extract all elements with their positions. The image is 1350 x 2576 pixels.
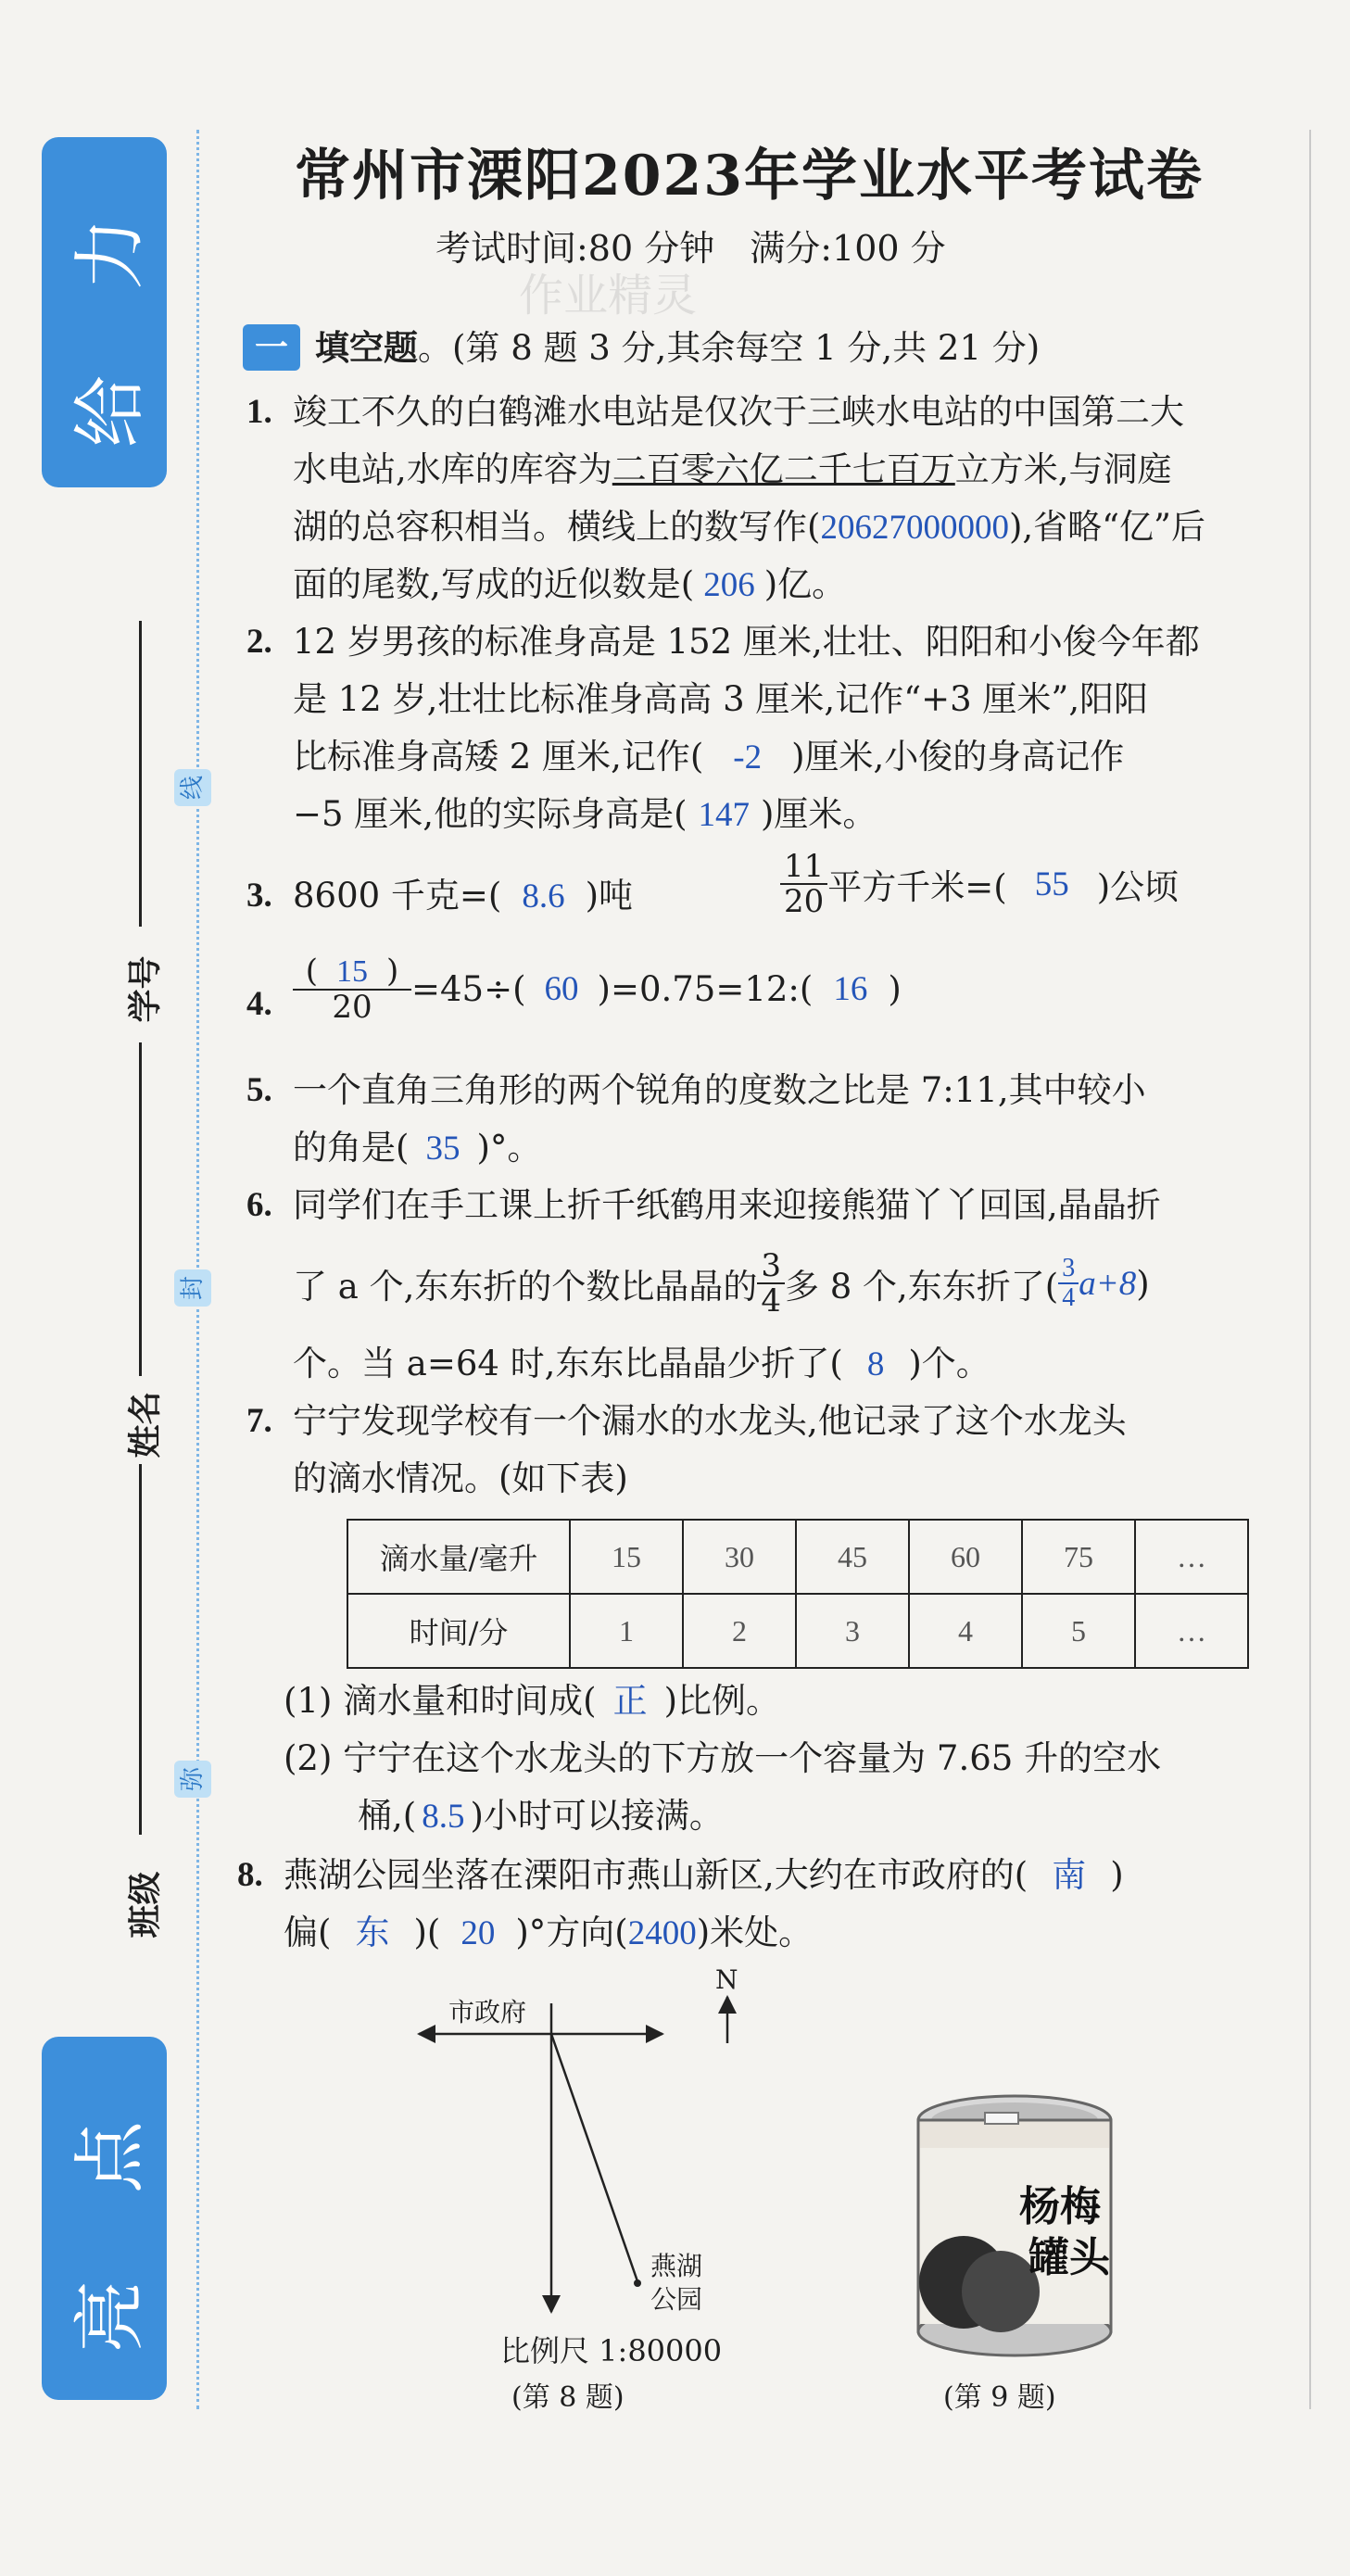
q8-line2 xyxy=(284,1914,813,1952)
page-subtitle: 考试时间:80 分钟 满分:100 分 xyxy=(435,228,946,269)
section-title: 填空题 xyxy=(315,328,418,368)
table-cell: 1 xyxy=(570,1594,683,1668)
table-cell: 2 xyxy=(683,1594,796,1668)
table-row xyxy=(347,1520,1248,1594)
table-cell: 15 xyxy=(570,1520,683,1594)
q6-line2 xyxy=(293,1249,1150,1318)
q1-underlined: 二百零六亿二千七百万 xyxy=(612,449,955,489)
q1-l4a: 面的尾数,写成的近似数是( xyxy=(293,564,695,604)
q2-line2: 是 12 岁,壮壮比标准身高高 3 厘米,记作“+3 厘米”,阳阳 xyxy=(293,679,1149,719)
name-line[interactable] xyxy=(139,1042,142,1376)
q7-s1b: )比例。 xyxy=(663,1681,781,1721)
q2-l4a: −5 厘米,他的实际身高是( xyxy=(293,794,688,834)
q7-s1a: (1) 滴水量和时间成( xyxy=(284,1681,597,1721)
fig8-gov-label: 市政府 xyxy=(448,1997,527,2027)
section-desc: 。(第 8 题 3 分,其余每空 1 分,共 21 分) xyxy=(418,328,1041,368)
marker-feng: 封 xyxy=(174,1269,211,1307)
q1-answer2[interactable]: 206 xyxy=(703,566,755,604)
q2-line4 xyxy=(293,796,877,834)
q6-l2a: 了 a 个,东东折的个数比晶晶的 xyxy=(293,1267,758,1307)
table-cell: 30 xyxy=(683,1520,796,1594)
q5-l2b: )°。 xyxy=(476,1128,542,1168)
q7-s2l2b: )小时可以接满。 xyxy=(470,1796,724,1836)
q2-line1: 12 岁男孩的标准身高是 152 厘米,壮壮、阳阳和小俊今年都 xyxy=(293,622,1200,662)
q3-fraction xyxy=(780,850,827,918)
fig8-scale: 比例尺 1:80000 xyxy=(500,2333,723,2368)
watermark: 作业精灵 xyxy=(519,270,698,322)
marker-mi: 弥 xyxy=(174,1761,211,1798)
table-cell: 4 xyxy=(909,1594,1022,1668)
q4-answer1[interactable]: 60 xyxy=(544,970,579,1008)
q4-frac-den: 20 xyxy=(332,989,372,1026)
q2-answer1[interactable]: -2 xyxy=(733,739,763,777)
fig8-park-label2: 公园 xyxy=(650,2284,703,2315)
table-cell: 45 xyxy=(796,1520,909,1594)
q8-answer1[interactable]: 南 xyxy=(1052,1857,1087,1895)
q1-l3b: ),省略“亿”后 xyxy=(1008,507,1205,547)
q7-sub1 xyxy=(284,1683,780,1721)
fig8-north-label: N xyxy=(715,1964,738,1995)
q6-frac-num: 3 xyxy=(757,1249,785,1284)
q6-l2b: 多 8 个,东东折了( xyxy=(784,1267,1059,1307)
q4-frac-top: ( 15 ) xyxy=(293,954,411,991)
q2-l3a: 比标准身高矮 2 厘米,记作( xyxy=(293,737,704,777)
q3-number: 3. xyxy=(246,877,272,915)
section-badge: 一 xyxy=(243,324,300,371)
table-cell: 75 xyxy=(1022,1520,1135,1594)
q6-l3a: 个。当 a=64 时,东东比晶晶少折了( xyxy=(293,1344,843,1383)
side-tab-top-char2: 给 xyxy=(69,375,153,448)
fig9-caption: (第 9 题) xyxy=(943,2381,1056,2414)
marker-xian: 线 xyxy=(174,769,211,806)
table-cell: 60 xyxy=(909,1520,1022,1594)
q3-answer1[interactable]: 8.6 xyxy=(522,878,565,915)
table-cell: … xyxy=(1135,1520,1248,1594)
q7-s2l2a: 桶,( xyxy=(358,1796,417,1836)
q4-p2: )=0.75=12:( xyxy=(597,969,814,1009)
q2-l3b: )厘米,小俊的身高记作 xyxy=(791,737,1125,777)
q3-p1a: 8600 千克=( xyxy=(293,876,502,915)
q1-line3 xyxy=(293,509,1205,547)
class-line[interactable] xyxy=(139,1464,142,1835)
table-cell: 5 xyxy=(1022,1594,1135,1668)
q1-answer1[interactable]: 20627000000 xyxy=(820,509,1009,547)
q2-answer2[interactable]: 147 xyxy=(698,796,750,834)
q3-p2a: 平方千米=( xyxy=(827,867,1007,907)
fig8-caption: (第 8 题) xyxy=(511,2381,625,2414)
q4-frac-num[interactable]: 15 xyxy=(336,954,368,989)
q4-line xyxy=(293,954,902,1024)
q8-line1 xyxy=(284,1857,1124,1895)
student-id-line[interactable] xyxy=(139,621,142,927)
q2-l4b: )厘米。 xyxy=(761,794,877,834)
fig8-park-label1: 燕湖 xyxy=(650,2251,703,2281)
q3-p2b: )公顷 xyxy=(1096,867,1180,907)
q6-l3b: )个。 xyxy=(908,1344,990,1383)
q8-number: 8. xyxy=(237,1856,263,1894)
table-cell: 3 xyxy=(796,1594,909,1668)
fig8-park-point xyxy=(634,2279,641,2287)
q5-line2 xyxy=(293,1130,541,1168)
section-heading xyxy=(315,330,1040,367)
q7-number: 7. xyxy=(246,1402,272,1440)
q2-line3 xyxy=(293,739,1124,777)
q6-l2c: ) xyxy=(1136,1263,1150,1304)
q5-line1: 一个直角三角形的两个锐角的度数之比是 7:11,其中较小 xyxy=(293,1070,1146,1110)
q6-ans-frac-den: 4 xyxy=(1062,1283,1076,1312)
student-id-label: 学号 xyxy=(126,955,165,1023)
fig9-can-label1: 杨梅 xyxy=(1019,2183,1101,2230)
q6-line1: 同学们在手工课上折千纸鹤用来迎接熊猫丫丫回国,晶晶折 xyxy=(293,1185,1161,1225)
q8-l2c: )°方向( xyxy=(515,1913,628,1952)
q4-number: 4. xyxy=(246,985,272,1023)
q3-p1b: )吨 xyxy=(585,876,634,915)
q8-l1b: ) xyxy=(1110,1855,1124,1895)
q5-number: 5. xyxy=(246,1071,272,1109)
q6-line3 xyxy=(293,1345,990,1383)
class-label: 班级 xyxy=(126,1871,165,1938)
q7-sub1-answer[interactable]: 正 xyxy=(612,1683,648,1721)
q8-l2a: 偏( xyxy=(284,1913,332,1952)
q4-answer2[interactable]: 16 xyxy=(833,970,868,1008)
q7-sub2-line2 xyxy=(358,1798,724,1836)
q3-frac-num: 11 xyxy=(780,850,827,885)
fig8-direction-line xyxy=(551,2034,637,2281)
q4-fraction xyxy=(293,954,411,1024)
q8-l2d: )米处。 xyxy=(696,1913,814,1952)
q7-sub2-line1: (2) 宁宁在这个水龙头的下方放一个容量为 7.65 升的空水 xyxy=(284,1738,1162,1778)
q8-l1a: 燕湖公园坐落在溧阳市燕山新区,大约在市政府的( xyxy=(284,1855,1028,1895)
table-header-volume: 滴水量/毫升 xyxy=(347,1520,570,1594)
q2-number: 2. xyxy=(246,623,272,661)
q8-answer4[interactable]: 2400 xyxy=(627,1914,697,1952)
q7-sub2-answer[interactable]: 8.5 xyxy=(422,1798,465,1836)
drip-table xyxy=(347,1519,1249,1669)
table-cell: … xyxy=(1135,1594,1248,1668)
right-border-line xyxy=(1309,130,1311,2409)
q1-l4b: )亿。 xyxy=(763,564,847,604)
q6-answer2[interactable]: 8 xyxy=(866,1345,885,1383)
q6-fraction xyxy=(757,1249,785,1318)
q6-ans-frac-num: 3 xyxy=(1058,1255,1079,1284)
q1-l2b: 立方米,与洞庭 xyxy=(954,449,1172,489)
side-tab-top-char1: 力 xyxy=(69,218,153,291)
q3-part2 xyxy=(780,850,1179,918)
fig9-can-label2: 罐头 xyxy=(1028,2234,1110,2281)
q5-l2a: 的角是( xyxy=(293,1128,410,1168)
q6-number: 6. xyxy=(246,1186,272,1224)
page-title: 常州市溧阳2023年学业水平考试卷 xyxy=(295,144,1204,208)
q4-p3: ) xyxy=(888,969,902,1009)
name-label: 姓名 xyxy=(126,1391,165,1458)
q8-answer2[interactable]: 东 xyxy=(355,1914,390,1952)
q6-frac-den: 4 xyxy=(761,1282,781,1320)
q1-l2a: 水电站,水库的库容为 xyxy=(293,449,612,489)
q1-l3a: 湖的总容积相当。横线上的数写作( xyxy=(293,507,821,547)
q1-line2 xyxy=(293,451,1172,488)
q1-number: 1. xyxy=(246,393,272,431)
q6-answer-fraction[interactable] xyxy=(1058,1255,1079,1312)
side-tab-bottom-char2: 亮 xyxy=(69,2280,153,2354)
q7-line1: 宁宁发现学校有一个漏水的水龙头,他记录了这个水龙头 xyxy=(293,1401,1127,1441)
q8-answer3[interactable]: 20 xyxy=(461,1914,496,1952)
q1-line1: 竣工不久的白鹤滩水电站是仅次于三峡水电站的中国第二大 xyxy=(293,392,1184,432)
q6-answer-rest[interactable]: a+8 xyxy=(1079,1264,1137,1303)
table-header-time: 时间/分 xyxy=(347,1594,570,1668)
q3-part1 xyxy=(293,878,633,915)
side-tab-bottom xyxy=(42,2037,167,2400)
q7-line2: 的滴水情况。(如下表) xyxy=(293,1458,628,1498)
table-row xyxy=(347,1594,1248,1668)
side-tab-bottom-char1: 点 xyxy=(69,2121,153,2194)
q8-l2b: )( xyxy=(413,1913,441,1952)
q3-frac-den: 20 xyxy=(784,883,825,920)
q5-answer1[interactable]: 35 xyxy=(425,1130,461,1168)
q4-p1: =45÷( xyxy=(411,969,526,1009)
q1-line4 xyxy=(293,566,846,604)
q3-answer2[interactable]: 55 xyxy=(1034,865,1069,903)
side-tab-top xyxy=(42,137,167,487)
